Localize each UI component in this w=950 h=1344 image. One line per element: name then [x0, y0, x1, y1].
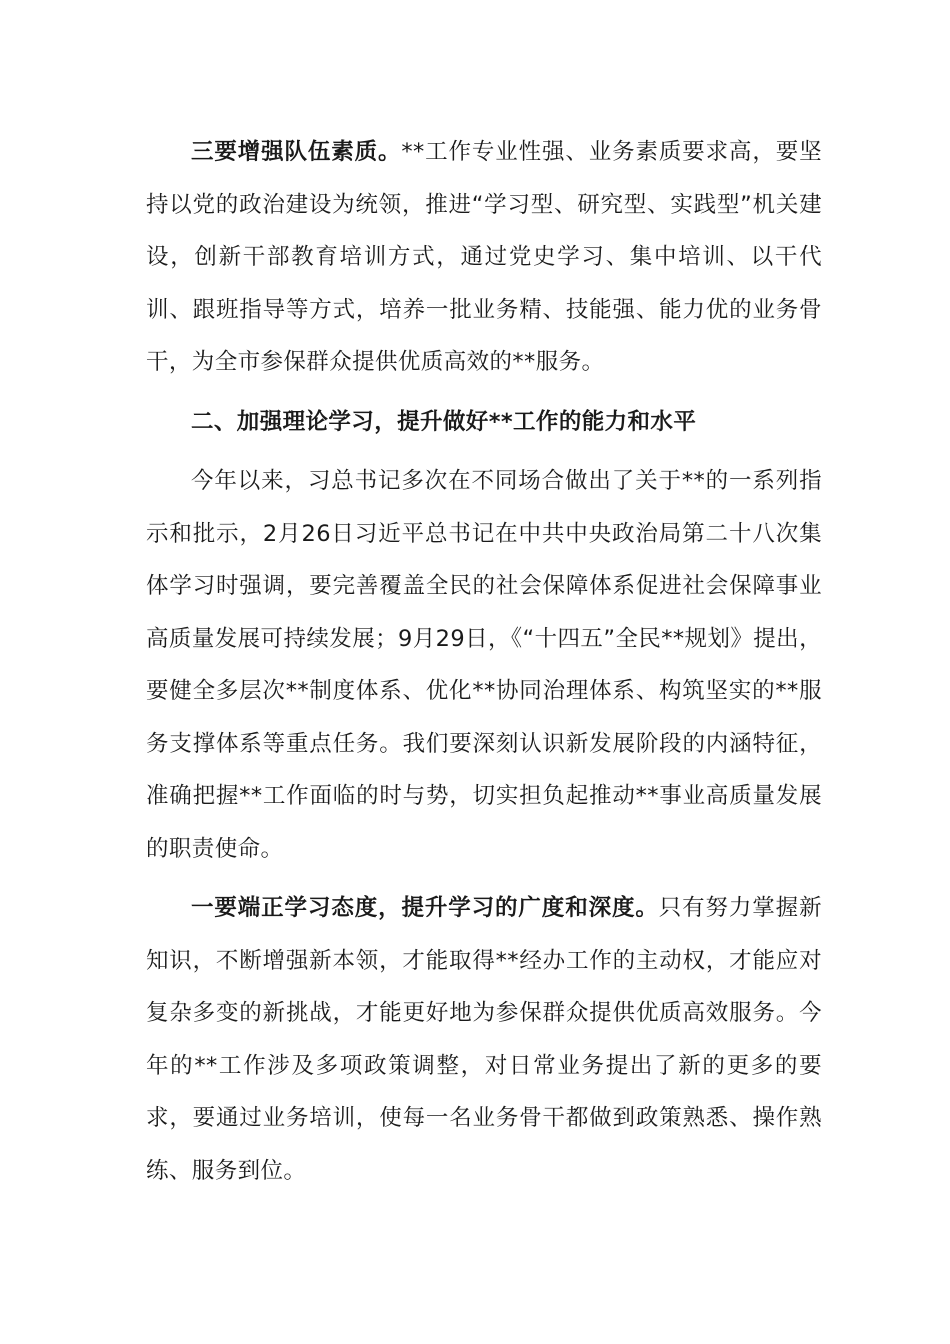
paragraph-body: 只有努力掌握新知识，不断增强新本领，才能取得**经办工作的主动权，才能应对复杂多变的新挑战，才能更好地为参保群众提供优质高效服务。今年的**工作涉及多项政策调整，对日常业务提出了新的更多的要求，要通过业务培训，使每一名业务骨干都做到政策熟悉、操作熟练、服务到位。 [146, 895, 822, 1184]
paragraph-team-quality [146, 126, 822, 389]
paragraph-theory-study [146, 455, 822, 875]
paragraph-study-attitude [146, 882, 822, 1197]
paragraph-body: **工作专业性强、业务素质要求高，要坚持以党的政治建设为统领，推进“学习型、研究型、实践型”机关建设，创新干部教育培训方式，通过党史学习、集中培训、以干代训、跟班指导等方式，培养一批业务精、技能强、能力优的业务骨干，为全市参保群众提供优质高效的**服务。 [146, 139, 822, 375]
section-heading: 二、加强理论学习，提升做好**工作的能力和水平 [191, 408, 697, 435]
paragraph-lead: 一要端正学习态度，提升学习的广度和深度。 [191, 895, 659, 921]
paragraph-lead: 三要增强队伍素质。 [191, 139, 402, 165]
document-page [146, 126, 822, 1197]
paragraph-body: 今年以来，习总书记多次在不同场合做出了关于**的一系列指示和批示，2月26日习近平总书记在中共中央政治局第二十八次集体学习时强调，要完善覆盖全民的社会保障体系促进社会保障事业高质量发展可持续发展；9月29日，《“十四五”全民**规划》提出，要健全多层次**制度体系、优化**协同治理体系、构筑坚实的**服务支撑体系等重点任务。我们要深刻认识新发展阶段的内涵特征，准确把握**工作面临的时与势，切实担负起推动**事业高质量发展的职责使命。 [146, 468, 822, 862]
